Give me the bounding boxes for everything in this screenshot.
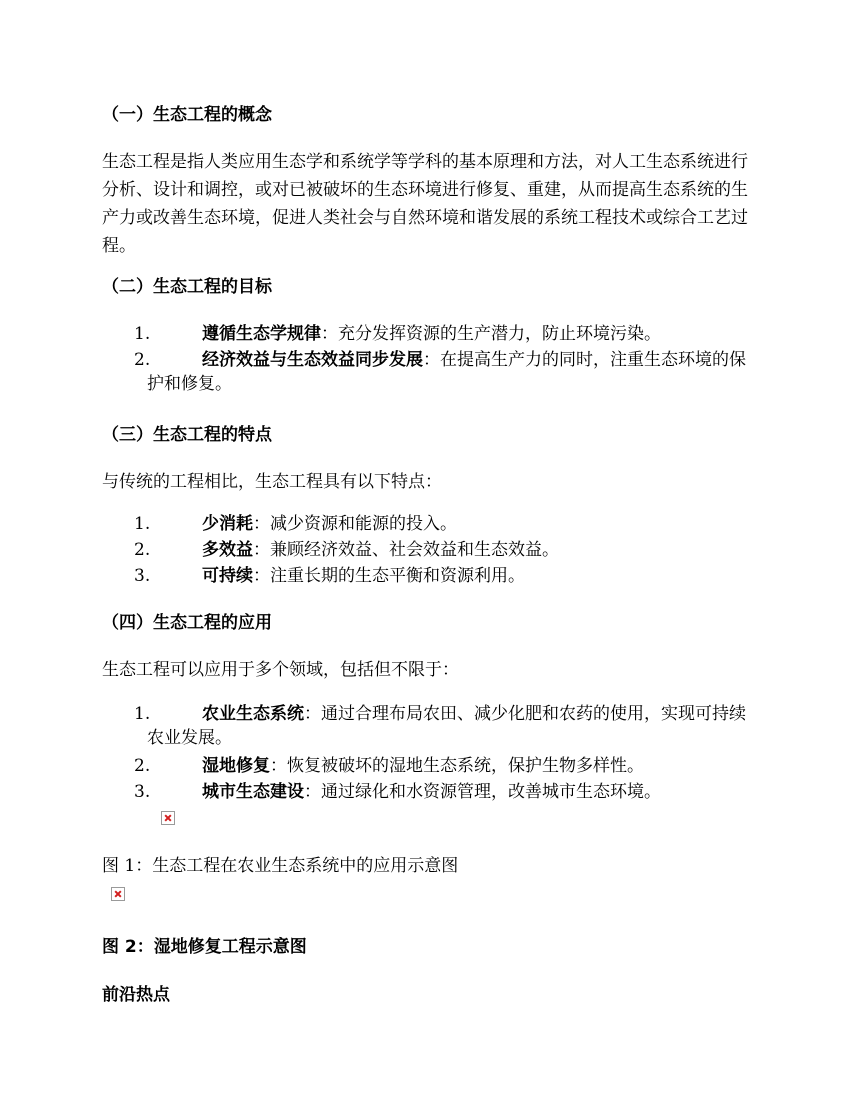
list-number: 2. (134, 756, 151, 776)
list-desc: ：减少资源和能源的投入。 (253, 514, 457, 534)
goal-item (102, 322, 762, 346)
feature-item (102, 538, 762, 562)
list-term: 城市生态建设 (202, 782, 304, 802)
broken-image-icon (161, 811, 175, 825)
figure-2-caption: 图 2：湿地修复工程示意图 (102, 937, 307, 957)
features-intro: 与传统的工程相比，生态工程具有以下特点： (102, 472, 442, 492)
concept-paragraph: 生态工程是指人类应用生态学和系统学等学科的基本原理和方法，对人工生态系统进行分析、设计和调控，或对已被破坏的生态环境进行修复、重建，从而提高生态系统的生产力或改善生态环境，促进人类社会与自然环境和谐发展的系统工程技术或综合工艺过程。 (102, 152, 748, 256)
section-heading-concept: （一）生态工程的概念 (102, 105, 272, 125)
list-term: 少消耗 (202, 514, 253, 534)
feature-item (102, 512, 762, 536)
list-number: 1. (134, 324, 151, 344)
list-desc: ：充分发挥资源的生产潜力，防止环境污染。 (321, 324, 661, 344)
applications-intro: 生态工程可以应用于多个领域，包括但不限于： (102, 660, 459, 680)
figure-1-caption: 图 1：生态工程在农业生态系统中的应用示意图 (102, 856, 459, 876)
section-heading-features: （三）生态工程的特点 (102, 425, 272, 445)
list-term: 经济效益与生态效益同步发展 (202, 350, 423, 370)
list-term: 遵循生态学规律 (202, 324, 321, 344)
goal-item (102, 348, 762, 396)
section-heading-applications: （四）生态工程的应用 (102, 613, 272, 633)
list-number: 2. (134, 540, 151, 560)
feature-item (102, 564, 762, 588)
application-item (102, 780, 762, 804)
list-term: 多效益 (202, 540, 253, 560)
list-number: 1. (134, 704, 151, 724)
list-desc: ：注重长期的生态平衡和资源利用。 (253, 566, 525, 586)
next-section-heading: 前沿热点 (102, 985, 170, 1005)
list-desc: ：通过合理布局农田、减少化肥和农药的使用，实现可持续农业发展。 (147, 704, 746, 748)
broken-image-icon (111, 887, 125, 901)
list-term: 湿地修复 (202, 756, 270, 776)
application-item (102, 702, 762, 750)
list-number: 2. (134, 350, 151, 370)
list-term: 可持续 (202, 566, 253, 586)
list-desc: ：兼顾经济效益、社会效益和生态效益。 (253, 540, 559, 560)
list-number: 1. (134, 514, 151, 534)
section-heading-goals: （二）生态工程的目标 (102, 277, 272, 297)
list-number: 3. (134, 782, 151, 802)
list-term: 农业生态系统 (202, 704, 304, 724)
list-desc: ：通过绿化和水资源管理，改善城市生态环境。 (304, 782, 661, 802)
list-desc: ：在提高生产力的同时，注重生态环境的保护和修复。 (147, 350, 746, 394)
application-item (102, 754, 762, 778)
list-number: 3. (134, 566, 151, 586)
list-desc: ：恢复被破坏的湿地生态系统，保护生物多样性。 (270, 756, 644, 776)
